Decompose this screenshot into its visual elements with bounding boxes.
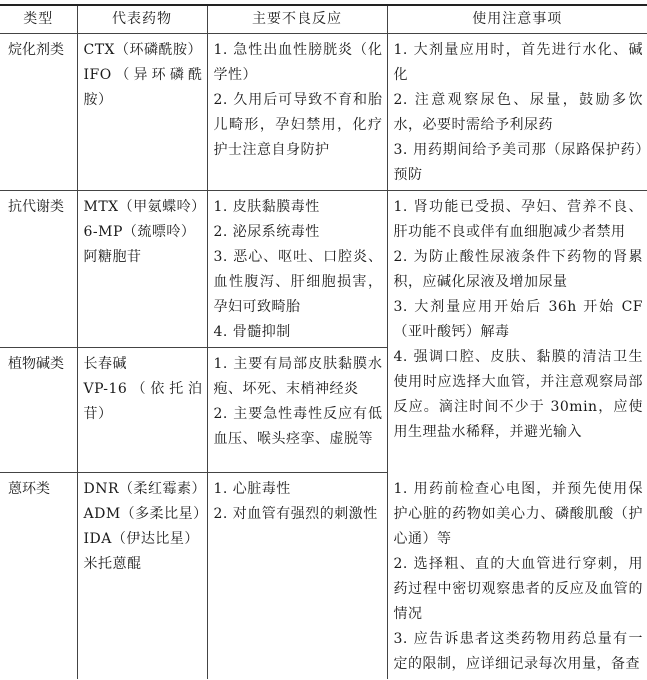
reactions-cell (207, 348, 387, 473)
header-type: 类型 (0, 5, 77, 34)
drug-item: 阿糖胞苷 (83, 249, 142, 265)
reaction-item: 2. 主要急性毒性反应有低血压、喉头痉挛、虚脱等 (213, 406, 383, 447)
reaction-item: 1. 心脏毒性 (213, 481, 291, 497)
reactions-cell (207, 191, 387, 348)
drugs-cell (77, 348, 207, 473)
drug-item: CTX（环磷酰胺） (83, 42, 203, 58)
header-reactions: 主要不良反应 (207, 5, 387, 34)
note-item: 1. 用药前检查心电图，并预先使用保护心脏的药物如美心力、磷酸肌酸（护心通）等 (393, 480, 643, 547)
reaction-item: 2. 对血管有强烈的刺激性 (213, 506, 378, 522)
header-drugs: 代表药物 (77, 5, 207, 34)
drugs-cell (77, 191, 207, 348)
type-cell: 蒽环类 (0, 473, 77, 679)
reaction-item: 1. 主要有局部皮肤黏膜水疱、坏死、末梢神经炎 (213, 356, 383, 397)
drugs-cell (77, 473, 207, 679)
drug-table (0, 4, 647, 679)
drug-item: 长春碱 (83, 356, 127, 372)
reaction-item: 1. 皮肤黏膜毒性 (213, 199, 320, 215)
drug-item: MTX（甲氨蝶呤） (83, 199, 206, 215)
type-cell: 植物碱类 (0, 348, 77, 473)
drugs-cell (77, 34, 207, 191)
reactions-cell (207, 34, 387, 191)
type-cell: 抗代谢类 (0, 191, 77, 348)
note-item: 3. 用药期间给予美司那（尿路保护药）预防 (393, 142, 643, 183)
note-item: 1. 肾功能已受损、孕妇、营养不良、肝功能不良或伴有血细胞减少者禁用 (393, 199, 643, 240)
reaction-item: 4. 骨髓抑制 (213, 324, 291, 340)
note-item: 2. 选择粗、直的大血管进行穿刺，用药过程中密切观察患者的反应及血管的情况 (393, 555, 643, 622)
drug-item: 米托蒽醌 (83, 556, 142, 572)
notes-cell-merged (387, 191, 647, 473)
drug-item: 6-MP（巯嘌呤） (83, 224, 196, 240)
note-item: 2. 注意观察尿色、尿量，鼓励多饮水，必要时需给予利尿药 (393, 92, 643, 133)
note-item: 3. 大剂量应用开始后 36h 开始 CF（亚叶酸钙）解毒 (393, 299, 643, 340)
reactions-cell (207, 473, 387, 679)
reaction-item: 2. 泌尿系统毒性 (213, 224, 320, 240)
notes-cell (387, 473, 647, 679)
header-notes: 使用注意事项 (387, 5, 647, 34)
drug-item: VP-16（依托泊苷） (83, 381, 203, 422)
header-row (0, 5, 647, 34)
table-row (0, 473, 647, 679)
drug-item: ADM（多柔比星） (83, 506, 208, 522)
note-item: 1. 大剂量应用时，首先进行水化、碱化 (393, 42, 643, 83)
reaction-item: 2. 久用后可导致不育和胎儿畸形，孕妇禁用，化疗护士注意自身防护 (213, 92, 383, 158)
reaction-item: 3. 恶心、呕吐、口腔炎、血性腹泻、肝细胞损害，孕妇可致畸胎 (213, 249, 383, 315)
notes-cell (387, 34, 647, 191)
note-item: 3. 应告诉患者这类药物用药总量有一定的限制，应详细记录每次用量，备查 (393, 630, 643, 672)
note-item: 4. 强调口腔、皮肤、黏膜的清洁卫生使用时应选择大血管，并注意观察局部反应。滴注时间不少于 30min，应使用生理盐水稀释，并避光输入 (393, 349, 643, 440)
table-row (0, 191, 647, 348)
drug-item: IFO（异环磷酰胺） (83, 67, 203, 108)
table-row (0, 34, 647, 191)
reaction-item: 1. 急性出血性膀胱炎（化学性） (213, 42, 383, 83)
note-item: 2. 为防止酸性尿液条件下药物的肾累积，应碱化尿液及增加尿量 (393, 249, 643, 290)
drug-item: DNR（柔红霉素） (83, 481, 207, 497)
type-cell: 烷化剂类 (0, 34, 77, 191)
drug-item: IDA（伊达比星） (83, 531, 199, 547)
